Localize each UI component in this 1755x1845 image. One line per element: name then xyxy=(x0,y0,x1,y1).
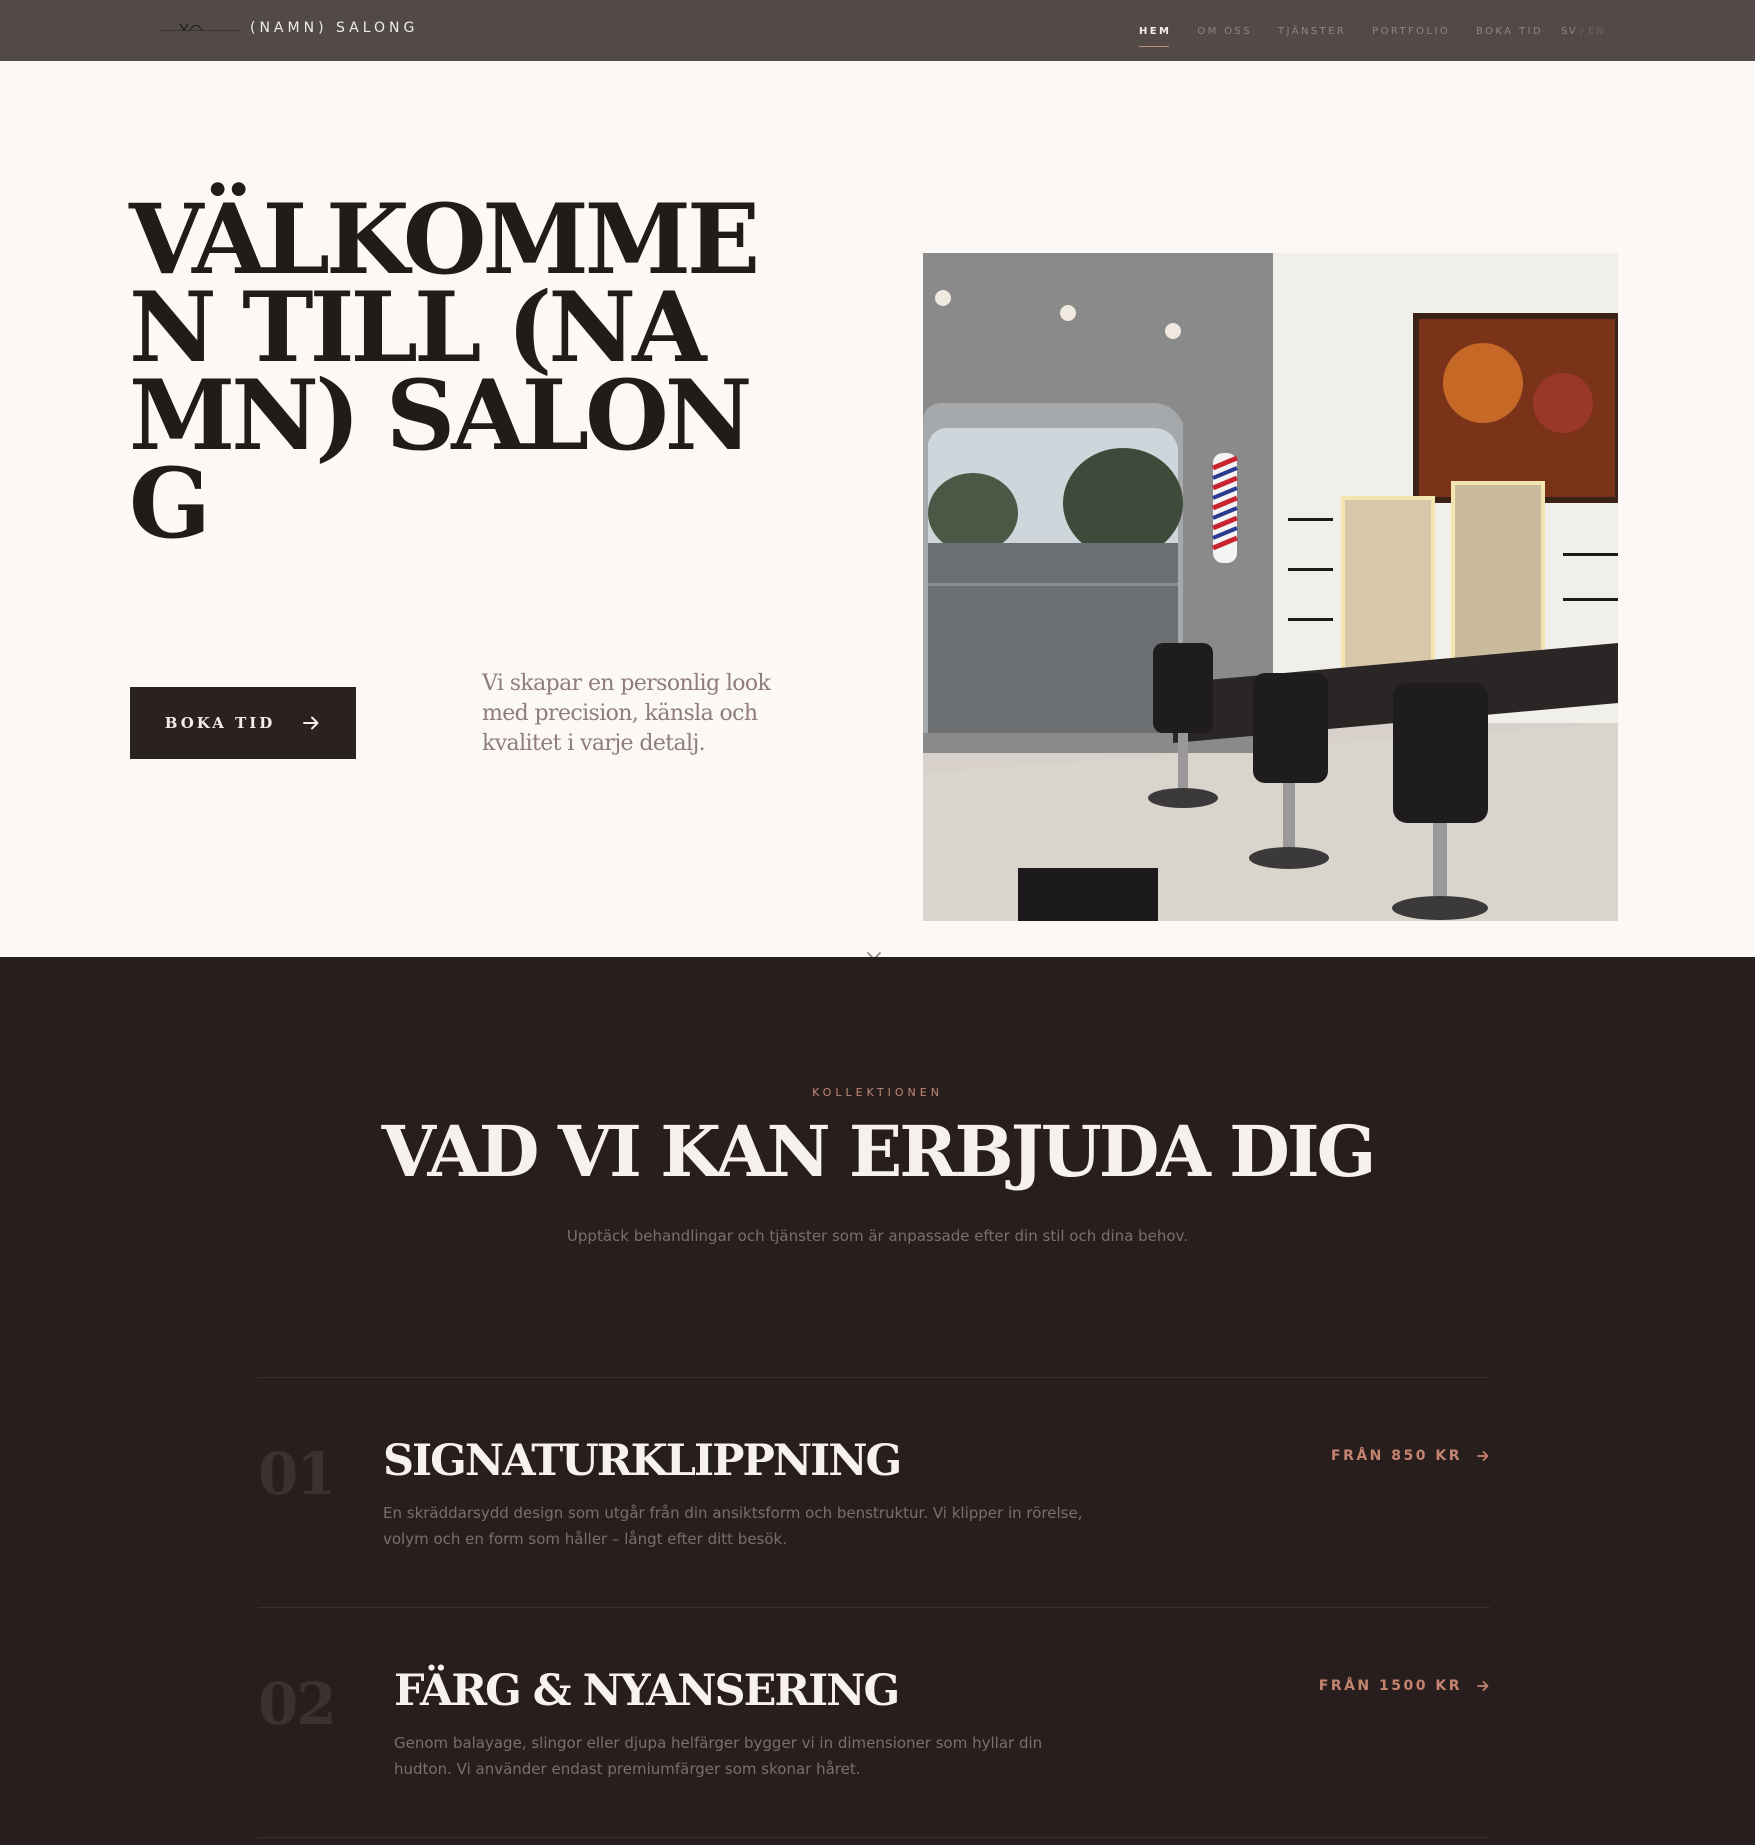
service-name: FÄRG & NYANSERING xyxy=(394,1666,899,1716)
logo[interactable] xyxy=(160,14,240,48)
main-menu xyxy=(1139,26,1569,47)
service-number: 01 xyxy=(258,1440,335,1508)
service-item xyxy=(258,1378,1490,1558)
book-appointment-button[interactable] xyxy=(130,687,356,759)
lang-en[interactable]: EN xyxy=(1588,26,1605,37)
arrow-right-icon xyxy=(1476,1449,1490,1463)
lang-sv[interactable]: SV xyxy=(1561,26,1578,37)
section-eyebrow: KOLLEKTIONEN xyxy=(812,1086,943,1099)
service-price: FRÅN 1500 KR xyxy=(1318,1678,1462,1694)
lang-separator: / xyxy=(1580,26,1586,37)
hero-title: VÄLKOMMEN TILL (NAMN) SALONG xyxy=(129,183,757,560)
arrow-right-icon xyxy=(301,713,321,733)
nav-item-hem[interactable]: HEM xyxy=(1139,26,1171,47)
language-switcher xyxy=(1561,26,1605,37)
service-description: Genom balayage, slingor eller djupa helfärger bygger vi in dimensioner som hyllar din hudton. Vi använder endast premiumfärger som skonar håret. xyxy=(394,1734,1043,1778)
nav-item-tjanster[interactable]: TJÄNSTER xyxy=(1278,26,1347,37)
salon-interior-illustration xyxy=(923,253,1618,921)
service-price-link[interactable] xyxy=(1331,1448,1490,1464)
service-item xyxy=(258,1608,1490,1788)
hero-section xyxy=(0,61,1755,957)
salon-interior-photo xyxy=(923,253,1618,921)
service-number: 02 xyxy=(258,1670,335,1738)
nav-item-om-oss[interactable]: OM OSS xyxy=(1197,26,1253,37)
service-name: SIGNATURKLIPPNING xyxy=(383,1436,901,1486)
divider xyxy=(258,1837,1490,1838)
section-title: VAD VI KAN ERBJUDA DIG xyxy=(381,1110,1374,1193)
service-description: En skräddarsydd design som utgår från din ansiktsform och benstruktur. Vi klipper in rörelse, volym och en form som håller – långt efter ditt besök. xyxy=(383,1504,1083,1548)
arrow-right-icon xyxy=(1476,1679,1490,1693)
hero-tagline: Vi skapar en personlig look med precision, känsla och kvalitet i varje detalj. xyxy=(482,671,771,756)
nav-item-boka-tid[interactable]: BOKA TID xyxy=(1476,26,1543,37)
logo-icon xyxy=(176,20,206,38)
service-price: FRÅN 850 KR xyxy=(1331,1448,1462,1464)
brand-name[interactable]: (NAMN) SALONG xyxy=(250,20,419,36)
service-price-link[interactable] xyxy=(1319,1678,1490,1694)
section-subtitle: Upptäck behandlingar och tjänster som är anpassade efter din stil och dina behov. xyxy=(566,1227,1189,1245)
nav-item-portfolio[interactable]: PORTFOLIO xyxy=(1372,26,1451,37)
book-button-label: BOKA TID xyxy=(164,714,276,732)
top-nav xyxy=(0,0,1755,61)
services-section xyxy=(0,957,1755,1845)
